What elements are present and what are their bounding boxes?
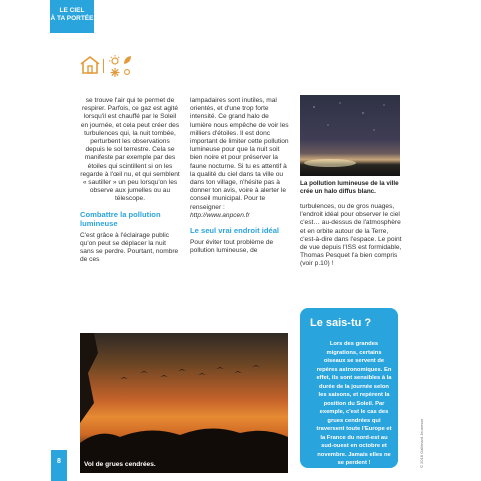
- icon-divider: [103, 59, 104, 73]
- city-light-pollution-photo: [300, 95, 400, 176]
- section-title-light-pollution: Combattre la pollution lumineuse: [80, 209, 161, 228]
- column-1-body-b: C'est grâce à l'éclairage public qu'on peut se déplacer la nuit sans se perdre. Pourtant, nombre de ces: [80, 231, 179, 264]
- did-you-know-title: Le sais-tu ?: [310, 317, 372, 329]
- cranes-sunset-photo: [80, 333, 288, 473]
- column-2-body-a: lampadaires sont inutiles, mal orientés, et d'une trop forte intensité. Ce grand halo de lumière nous empêche de voir les milliers d'étoiles. Il est donc important de limiter cette pollution lumineuse pour que la nuit soit bien noire et pour préserver la faune nocturne. Si tu es attentif à la qualité du ciel dans ta ville ou dans ton village, n'hésite pas à donner ton avis, voire à alerter le conseil municipal. Pour te renseigner :: [190, 97, 289, 211]
- section-title-ideal-place: Le seul vrai endroit idéal: [190, 226, 280, 236]
- column-2-body-b: Pour éviter tout problème de pollution lumineuse, de: [190, 239, 274, 255]
- did-you-know-box: [300, 308, 398, 468]
- chapter-tab: [50, 0, 94, 33]
- page-number: 8: [51, 450, 67, 481]
- theme-icons: [79, 55, 139, 77]
- sun-leaf-snowflake-icon: [108, 54, 134, 78]
- anpcen-link[interactable]: http://www.anpcen.fr: [190, 211, 250, 219]
- chapter-tab-line1: LE CIEL: [59, 7, 85, 14]
- cranes-photo-caption: Vol de grues cendrées.: [84, 461, 156, 468]
- text-column-2: [190, 97, 290, 255]
- did-you-know-text: Lors des grandes migrations, certains oiseaux se servent de repères astronomiques. En effet, ils sont sensibles à la durée de la journée selon les saisons, et repèrent la position du Soleil. Par exemple, c'est le cas des grues cendrées qui traversent toute l'Europe et la France du nord-est au sud-ouest en octobre et novembre. Jamais elles ne se perdent !: [316, 341, 392, 466]
- text-column-3: [300, 203, 404, 269]
- night-photo-caption: La pollution lumineuse de la ville crée un halo diffus blanc.: [300, 180, 399, 195]
- house-icon: [79, 55, 101, 75]
- cranes-silhouettes: [80, 333, 288, 473]
- column-1-body-a: se trouve l'air qui te permet de respirer. Parfois, ce gaz est agité lorsqu'il est chauffé par le Soleil en journée, et cela peut créer des turbulences qui, la nuit tombée, perturbent les observations depuis le sol terrestre. Cela se manifeste par exemple par des étoiles qui scintillent si on les regarde à l'œil nu, et qui semblent « sautiller » un peu lorsqu'on les observe aux jumelles ou au télescope.: [80, 97, 180, 203]
- copyright-text: © 2018 Gallimard Jeunesse: [419, 418, 424, 468]
- chapter-tab-line2: À TA PORTÉE: [50, 15, 94, 22]
- text-column-1: [80, 97, 180, 264]
- night-stars-overlay: [300, 95, 400, 176]
- column-3-body: turbulences, ou de gros nuages, l'endroit idéal pour observer le ciel c'est… au-dessus de l'atmosphère et en orbite autour de la Terre, c'est-à-dire dans l'espace. Le point de vue depuis l'ISS est formidable, Thomas Pesquet l'a bien compris (voir p.10) !: [300, 203, 402, 268]
